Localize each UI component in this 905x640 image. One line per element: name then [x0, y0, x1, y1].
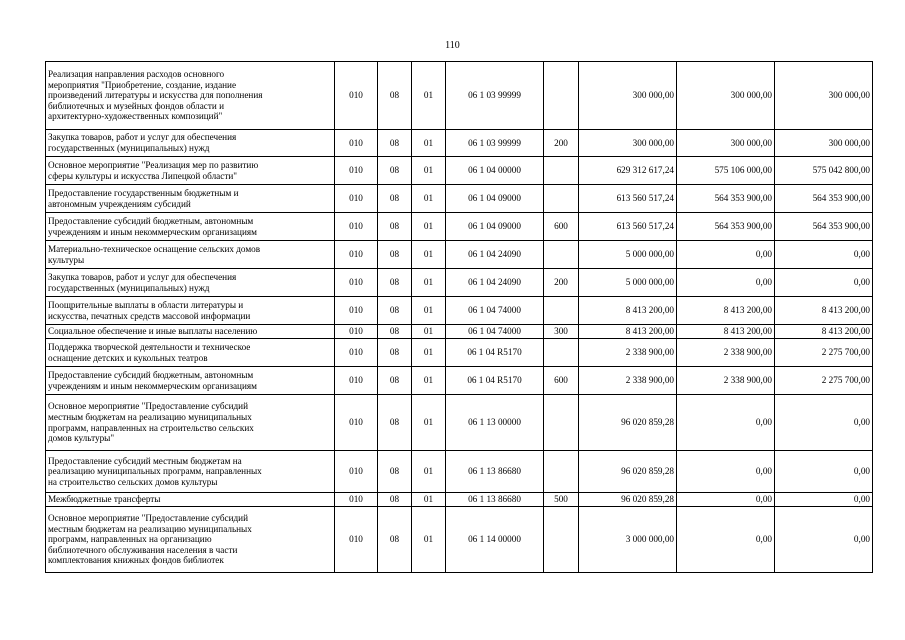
target-article-code: 06 1 14 00000 [446, 507, 544, 573]
table-row [46, 451, 873, 493]
amount-year-1: 2 338 900,00 [579, 339, 677, 367]
row-name: Основное мероприятие "Реализация мер по развитию сферы культуры и искусства Липецкой области" [46, 157, 335, 185]
expense-type-code [544, 241, 579, 269]
target-article-code: 06 1 04 R5170 [446, 339, 544, 367]
amount-year-2: 564 353 900,00 [677, 213, 775, 241]
table-row [46, 297, 873, 325]
amount-year-2: 2 338 900,00 [677, 339, 775, 367]
amount-year-3: 0,00 [775, 269, 873, 297]
expense-type-code [544, 62, 579, 130]
amount-year-1: 8 413 200,00 [579, 297, 677, 325]
subsection-code: 01 [412, 339, 446, 367]
amount-year-2: 0,00 [677, 269, 775, 297]
section-code: 08 [378, 62, 412, 130]
expense-type-code: 300 [544, 325, 579, 339]
target-article-code: 06 1 03 99999 [446, 62, 544, 130]
amount-year-2: 0,00 [677, 507, 775, 573]
amount-year-1: 8 413 200,00 [579, 325, 677, 339]
expense-type-code: 500 [544, 493, 579, 507]
row-name: Социальное обеспечение и иные выплаты населению [46, 325, 335, 339]
target-article-code: 06 1 04 09000 [446, 213, 544, 241]
amount-year-3: 2 275 700,00 [775, 339, 873, 367]
target-article-code: 06 1 04 24090 [446, 241, 544, 269]
amount-year-1: 96 020 859,28 [579, 451, 677, 493]
expense-type-code [544, 507, 579, 573]
section-code: 08 [378, 507, 412, 573]
section-code: 08 [378, 493, 412, 507]
ministry-code: 010 [335, 297, 378, 325]
expense-type-code [544, 297, 579, 325]
row-name: Предоставление субсидий бюджетным, автономным учреждениям и иным некоммерческим организациям [46, 367, 335, 395]
subsection-code: 01 [412, 269, 446, 297]
amount-year-3: 8 413 200,00 [775, 325, 873, 339]
amount-year-1: 300 000,00 [579, 62, 677, 130]
row-name: Предоставление государственным бюджетным и автономным учреждениям субсидий [46, 185, 335, 213]
target-article-code: 06 1 04 R5170 [446, 367, 544, 395]
table-row [46, 157, 873, 185]
row-name: Предоставление субсидий местным бюджетам на реализацию муниципальных программ, направленных на строительство сельских домов культуры [46, 451, 335, 493]
subsection-code: 01 [412, 241, 446, 269]
section-code: 08 [378, 269, 412, 297]
section-code: 08 [378, 241, 412, 269]
subsection-code: 01 [412, 493, 446, 507]
section-code: 08 [378, 297, 412, 325]
row-name: Реализация направления расходов основного мероприятия "Приобретение, создание, издание произведений литературы и искусства для пополнения библиотечных и музейных фондов области и архитектурно-художественных композиций" [46, 62, 335, 130]
section-code: 08 [378, 213, 412, 241]
amount-year-3: 8 413 200,00 [775, 297, 873, 325]
ministry-code: 010 [335, 62, 378, 130]
table-row [46, 325, 873, 339]
expense-type-code [544, 185, 579, 213]
table-row [46, 62, 873, 130]
page-number: 110 [445, 40, 460, 51]
table-row [46, 241, 873, 269]
amount-year-3: 300 000,00 [775, 62, 873, 130]
ministry-code: 010 [335, 451, 378, 493]
table-row [46, 269, 873, 297]
target-article-code: 06 1 13 86680 [446, 451, 544, 493]
target-article-code: 06 1 04 24090 [446, 269, 544, 297]
ministry-code: 010 [335, 507, 378, 573]
amount-year-3: 0,00 [775, 451, 873, 493]
amount-year-3: 0,00 [775, 507, 873, 573]
section-code: 08 [378, 451, 412, 493]
ministry-code: 010 [335, 213, 378, 241]
subsection-code: 01 [412, 367, 446, 395]
row-name: Закупка товаров, работ и услуг для обеспечения государственных (муниципальных) нужд [46, 130, 335, 157]
row-name: Поддержка творческой деятельности и техническое оснащение детских и кукольных театров [46, 339, 335, 367]
amount-year-1: 5 000 000,00 [579, 241, 677, 269]
table-row [46, 493, 873, 507]
amount-year-1: 5 000 000,00 [579, 269, 677, 297]
expense-type-code [544, 157, 579, 185]
budget-table [45, 61, 873, 573]
ministry-code: 010 [335, 185, 378, 213]
expense-type-code: 200 [544, 269, 579, 297]
amount-year-2: 0,00 [677, 395, 775, 451]
table-row [46, 367, 873, 395]
expense-type-code: 600 [544, 367, 579, 395]
table-row [46, 339, 873, 367]
amount-year-1: 96 020 859,28 [579, 395, 677, 451]
target-article-code: 06 1 03 99999 [446, 130, 544, 157]
table-row [46, 507, 873, 573]
amount-year-1: 96 020 859,28 [579, 493, 677, 507]
subsection-code: 01 [412, 451, 446, 493]
subsection-code: 01 [412, 395, 446, 451]
row-name: Предоставление субсидий бюджетным, автономным учреждениям и иным некоммерческим организациям [46, 213, 335, 241]
section-code: 08 [378, 367, 412, 395]
subsection-code: 01 [412, 213, 446, 241]
table-row [46, 213, 873, 241]
ministry-code: 010 [335, 325, 378, 339]
row-name: Основное мероприятие "Предоставление субсидий местным бюджетам на реализацию муниципальных программ, направленных на строительство сельских домов культуры" [46, 395, 335, 451]
section-code: 08 [378, 395, 412, 451]
ministry-code: 010 [335, 269, 378, 297]
section-code: 08 [378, 339, 412, 367]
amount-year-2: 2 338 900,00 [677, 367, 775, 395]
subsection-code: 01 [412, 297, 446, 325]
amount-year-3: 564 353 900,00 [775, 213, 873, 241]
subsection-code: 01 [412, 62, 446, 130]
target-article-code: 06 1 13 00000 [446, 395, 544, 451]
amount-year-1: 613 560 517,24 [579, 213, 677, 241]
ministry-code: 010 [335, 367, 378, 395]
row-name: Основное мероприятие "Предоставление субсидий местным бюджетам на реализацию муниципальных программ, направленных на организацию библиотечного обслуживания населения в части комплектования книжных фондов библиотек [46, 507, 335, 573]
amount-year-3: 2 275 700,00 [775, 367, 873, 395]
ministry-code: 010 [335, 493, 378, 507]
row-name: Поощрительные выплаты в области литературы и искусства, печатных средств массовой информации [46, 297, 335, 325]
amount-year-3: 300 000,00 [775, 130, 873, 157]
amount-year-3: 0,00 [775, 395, 873, 451]
table-row [46, 185, 873, 213]
amount-year-2: 300 000,00 [677, 62, 775, 130]
amount-year-3: 575 042 800,00 [775, 157, 873, 185]
target-article-code: 06 1 04 09000 [446, 185, 544, 213]
subsection-code: 01 [412, 325, 446, 339]
amount-year-1: 629 312 617,24 [579, 157, 677, 185]
target-article-code: 06 1 04 74000 [446, 297, 544, 325]
section-code: 08 [378, 185, 412, 213]
amount-year-2: 575 106 000,00 [677, 157, 775, 185]
subsection-code: 01 [412, 507, 446, 573]
target-article-code: 06 1 04 74000 [446, 325, 544, 339]
ministry-code: 010 [335, 339, 378, 367]
amount-year-3: 564 353 900,00 [775, 185, 873, 213]
amount-year-2: 0,00 [677, 493, 775, 507]
amount-year-3: 0,00 [775, 493, 873, 507]
section-code: 08 [378, 130, 412, 157]
expense-type-code [544, 339, 579, 367]
subsection-code: 01 [412, 130, 446, 157]
amount-year-2: 0,00 [677, 451, 775, 493]
expense-type-code [544, 395, 579, 451]
amount-year-1: 300 000,00 [579, 130, 677, 157]
table-row [46, 395, 873, 451]
target-article-code: 06 1 13 86680 [446, 493, 544, 507]
amount-year-2: 300 000,00 [677, 130, 775, 157]
amount-year-1: 3 000 000,00 [579, 507, 677, 573]
amount-year-1: 2 338 900,00 [579, 367, 677, 395]
row-name: Материально-техническое оснащение сельских домов культуры [46, 241, 335, 269]
section-code: 08 [378, 325, 412, 339]
target-article-code: 06 1 04 00000 [446, 157, 544, 185]
amount-year-2: 8 413 200,00 [677, 297, 775, 325]
ministry-code: 010 [335, 157, 378, 185]
amount-year-2: 564 353 900,00 [677, 185, 775, 213]
expense-type-code [544, 451, 579, 493]
amount-year-2: 0,00 [677, 241, 775, 269]
amount-year-3: 0,00 [775, 241, 873, 269]
table-row [46, 130, 873, 157]
expense-type-code: 600 [544, 213, 579, 241]
amount-year-2: 8 413 200,00 [677, 325, 775, 339]
amount-year-1: 613 560 517,24 [579, 185, 677, 213]
ministry-code: 010 [335, 395, 378, 451]
subsection-code: 01 [412, 185, 446, 213]
row-name: Межбюджетные трансферты [46, 493, 335, 507]
ministry-code: 010 [335, 130, 378, 157]
subsection-code: 01 [412, 157, 446, 185]
ministry-code: 010 [335, 241, 378, 269]
section-code: 08 [378, 157, 412, 185]
expense-type-code: 200 [544, 130, 579, 157]
row-name: Закупка товаров, работ и услуг для обеспечения государственных (муниципальных) нужд [46, 269, 335, 297]
